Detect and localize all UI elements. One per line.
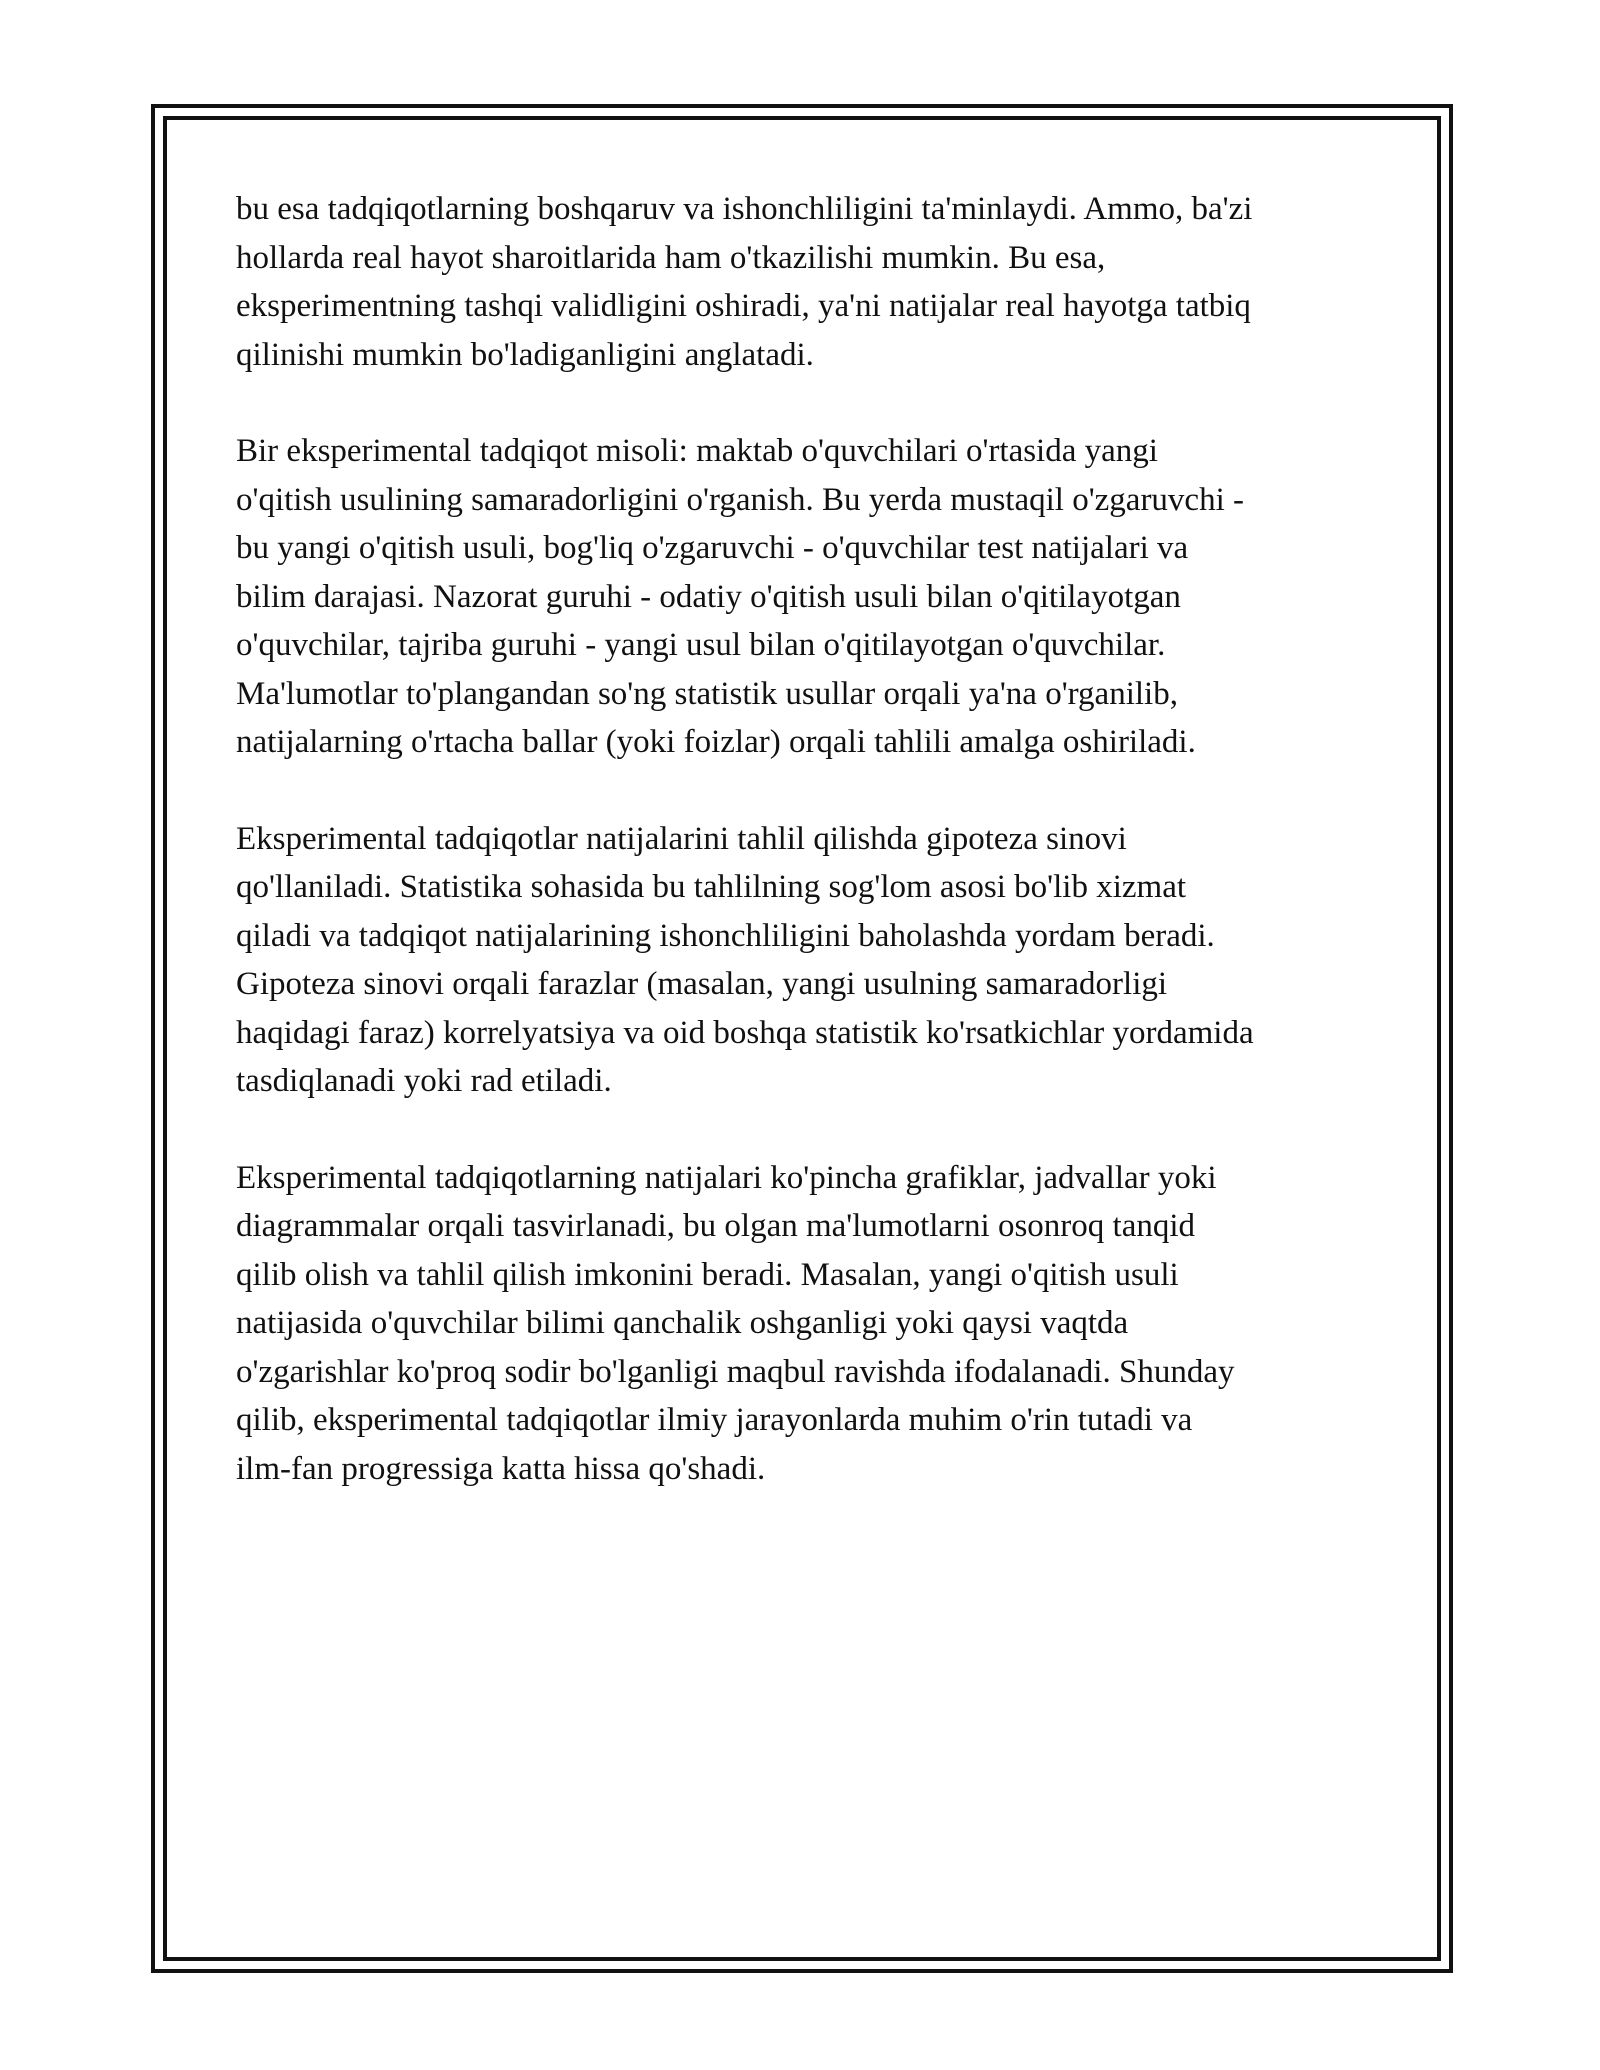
- paragraph-4: [236, 1154, 1386, 1494]
- text-line: qo'llaniladi. Statistika sohasida bu tahlilning sog'lom asosi bo'lib xizmat: [236, 869, 1187, 905]
- text-line: Eksperimental tadqiqotlarning natijalari ko'pincha grafiklar, jadvallar yoki: [236, 1159, 1217, 1196]
- text-line: diagrammalar orqali tasvirlanadi, bu olgan ma'lumotlarni osonroq tanqid: [236, 1208, 1196, 1244]
- text-line: natijalarning o'rtacha ballar (yoki foizlar) orqali tahlili amalga oshiriladi.: [236, 724, 1196, 760]
- text-line: qiladi va tadqiqot natijalarining ishonchliligini baholashda yordam beradi.: [236, 917, 1215, 954]
- text-line: qilinishi mumkin bo'ladiganligini anglatadi.: [236, 336, 814, 373]
- paragraph-3: [236, 815, 1386, 1106]
- text-line: Ma'lumotlar to'plangandan so'ng statistik usullar orqali ya'na o'rganilib,: [236, 675, 1178, 712]
- text-line: eksperimentning tashqi validligini oshiradi, ya'ni natijalar real hayotga tatbiq: [236, 288, 1251, 324]
- text-line: bu esa tadqiqotlarning boshqaruv va ishonchliligini ta'minlaydi. Ammo, ba'zi: [236, 191, 1253, 227]
- text-line: o'qitish usulining samaradorligini o'rganish. Bu yerda mustaqil o'zgaruvchi -: [236, 481, 1244, 518]
- text-line: qilib olish va tahlil qilish imkonini beradi. Masalan, yangi o'qitish usuli: [236, 1256, 1179, 1293]
- text-line: tasdiqlanadi yoki rad etiladi.: [236, 1063, 612, 1099]
- text-line: Bir eksperimental tadqiqot misoli: maktab o'quvchilari o'rtasida yangi: [236, 433, 1158, 469]
- text-line: o'quvchilar, tajriba guruhi - yangi usul bilan o'qitilayotgan o'quvchilar.: [236, 627, 1166, 663]
- paragraph-2: [236, 427, 1386, 767]
- text-line: haqidagi faraz) korrelyatsiya va oid boshqa statistik ko'rsatkichlar yordamida: [236, 1014, 1254, 1051]
- text-line: bilim darajasi. Nazorat guruhi - odatiy o'qitish usuli bilan o'qitilayotgan: [236, 578, 1181, 615]
- text-line: bu yangi o'qitish usuli, bog'liq o'zgaruvchi - o'quvchilar test natijalari va: [236, 530, 1189, 566]
- text-line: Gipoteza sinovi orqali farazlar (masalan, yangi usulning samaradorligi: [236, 966, 1168, 1002]
- text-line: Eksperimental tadqiqotlar natijalarini tahlil qilishda gipoteza sinovi: [236, 820, 1127, 857]
- document-body: [236, 185, 1386, 1541]
- text-line: o'zgarishlar ko'proq sodir bo'lganligi maqbul ravishda ifodalanadi. Shunday: [236, 1353, 1235, 1390]
- text-line: qilib, eksperimental tadqiqotlar ilmiy jarayonlarda muhim o'rin tutadi va: [236, 1402, 1193, 1438]
- text-line: hollarda real hayot sharoitlarida ham o'tkazilishi mumkin. Bu esa,: [236, 239, 1106, 276]
- paragraph-1: [236, 185, 1386, 379]
- text-line: natijasida o'quvchilar bilimi qanchalik oshganligi yoki qaysi vaqtda: [236, 1305, 1129, 1341]
- text-line: ilm-fan progressiga katta hissa qo'shadi.: [236, 1450, 766, 1487]
